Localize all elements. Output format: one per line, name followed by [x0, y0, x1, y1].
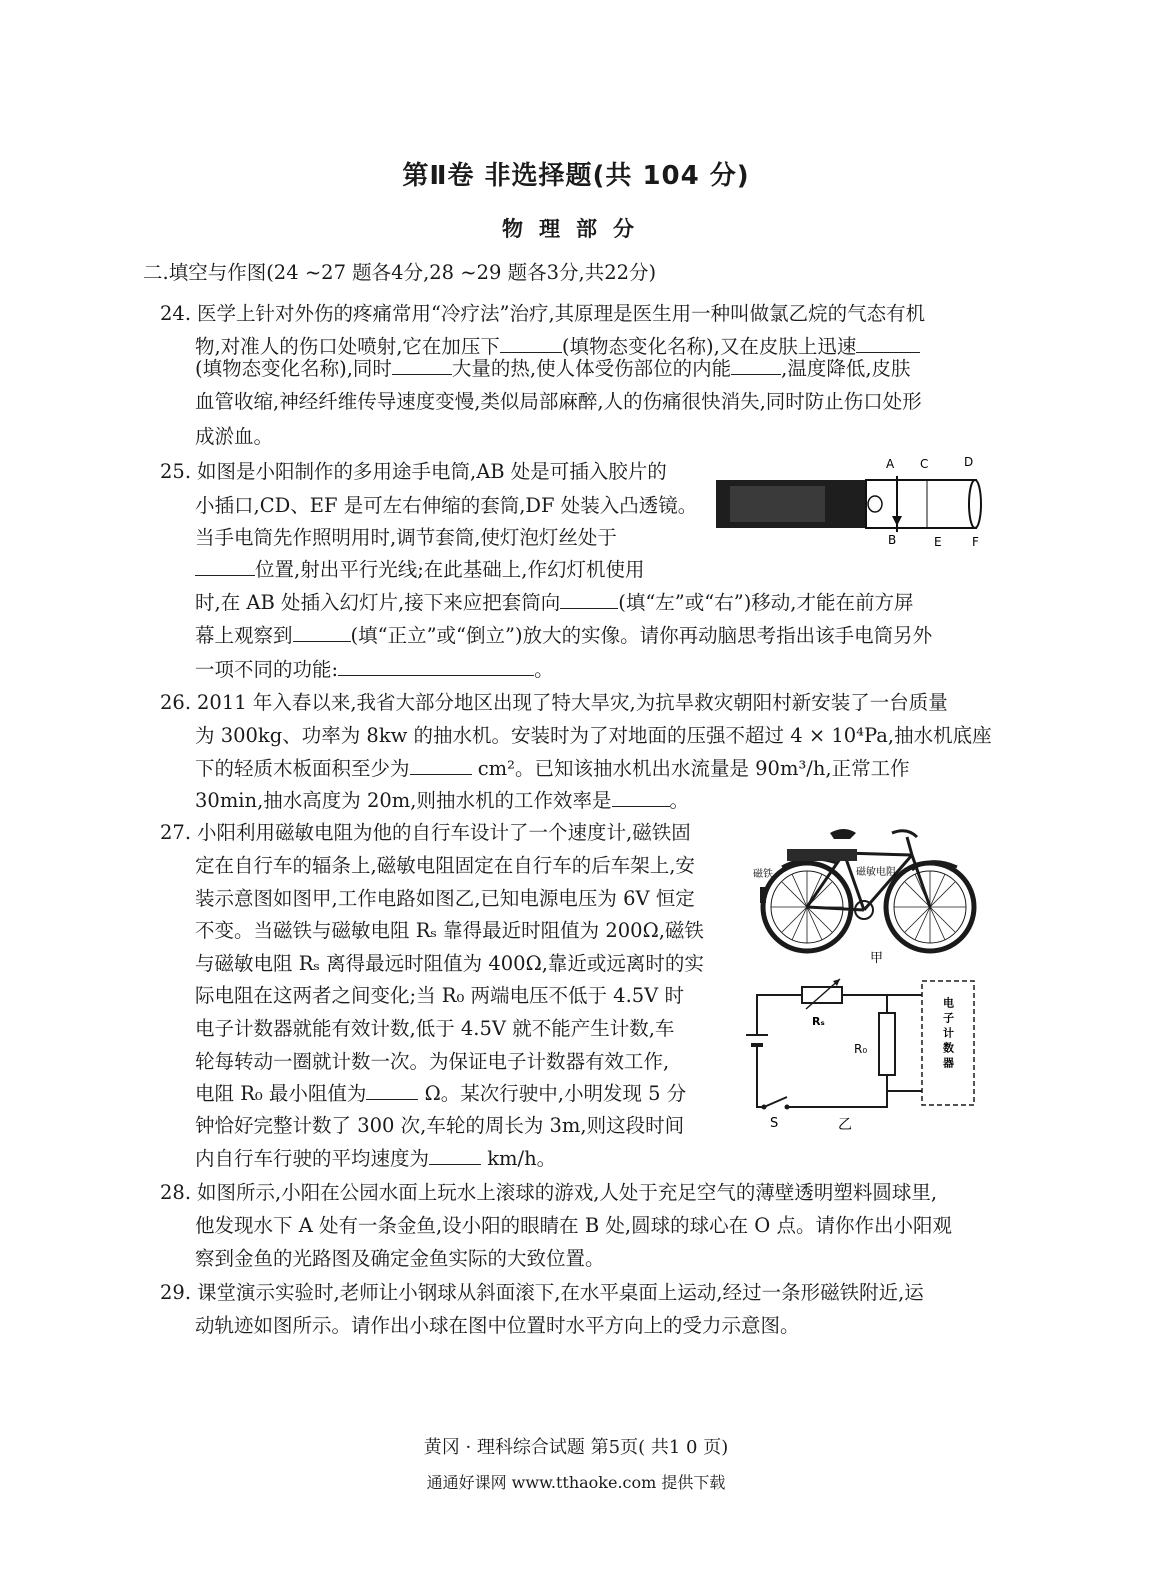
r0-label: R₀ — [854, 1042, 868, 1056]
question-number: 29. — [160, 1281, 192, 1304]
question-25 — [160, 455, 667, 488]
section-subtitle: 物理部分 — [502, 217, 650, 241]
q26-text: 下的轻质木板面积至少为 — [195, 757, 410, 780]
q26-line2: 为 300kg、功率为 8kw 的抽水机。安装时为了对地面的压强不超过 4 × 10⁴Pa,抽水机底座 — [195, 724, 992, 747]
answer-blank[interactable] — [500, 334, 562, 353]
question-27 — [160, 816, 691, 849]
q26-line1: 2011 年入春以来,我省大部分地区出现了特大旱灾,为抗旱救灾朝阳村新安装了一台质量 — [197, 691, 948, 714]
magnet-label: 磁铁 — [753, 869, 773, 880]
question-number: 26. — [160, 691, 192, 714]
q25-line5 — [195, 586, 914, 619]
q24-line4: 血管收缩,神经纤维传导速度变慢,类似局部麻醉,人的伤痛很快消失,同时防止伤口处形 — [195, 390, 922, 413]
label-e: E — [934, 535, 942, 547]
q27-line5: 与磁敏电阻 Rₛ 离得最远时阻值为 400Ω,靠近或远离时的实 — [195, 952, 704, 975]
magnet-icon — [760, 887, 766, 903]
q25-line6 — [195, 619, 932, 652]
answer-blank[interactable] — [293, 623, 351, 642]
q27-text: km/h。 — [481, 1147, 557, 1170]
bulb-icon — [868, 496, 882, 512]
wire — [842, 995, 887, 1013]
rear-rack — [787, 849, 857, 861]
q27-line8: 轮每转动一圈就计数一次。为保证电子计数器有效工作, — [195, 1050, 670, 1073]
q27-text: 内自行车行驶的平均速度为 — [195, 1147, 430, 1170]
q27-text: Ω。某次行驶中,小明发现 5 分 — [418, 1082, 687, 1105]
q26-line4 — [195, 784, 689, 817]
bicycle-figure — [752, 815, 982, 965]
wire — [757, 995, 802, 1023]
q25-text: (填“左”或“右”)移动,才能在前方屏 — [618, 591, 914, 614]
q24-text: 物,对准人的伤口处喷射,它在加压下 — [195, 335, 500, 358]
figure-yi-caption: 乙 — [838, 1117, 852, 1133]
switch-label: S — [770, 1116, 779, 1131]
question-number: 27. — [160, 821, 192, 844]
q24-text: (填物态变化名称),又在皮肤上迅速 — [561, 335, 857, 358]
label-b: B — [888, 533, 897, 547]
q26-text: cm²。已知该抽水机出水流量是 90m³/h,正常工作 — [471, 757, 910, 780]
label-d: D — [964, 455, 974, 469]
q26-line3 — [195, 752, 910, 785]
q24-text: 大量的热,使人体受伤部位的内能 — [451, 357, 732, 380]
q25-line4 — [195, 553, 644, 586]
q25-line3: 当手电筒先作照明用时,调节套筒,使灯泡灯丝处于 — [195, 526, 617, 549]
q25-text: 。 — [534, 658, 554, 681]
q26-text: 30min,抽水高度为 20m,则抽水机的工作效率是 — [195, 789, 612, 812]
answer-blank[interactable] — [612, 788, 670, 807]
q29-line1: 课堂演示实验时,老师让小钢球从斜面滚下,在水平桌面上运动,经过一条形磁铁附近,运 — [197, 1281, 924, 1304]
question-number: 24. — [160, 302, 192, 325]
q27-text: 电阻 R₀ 最小阻值为 — [195, 1082, 367, 1105]
q25-line2: 小插口,CD、EF 是可左右伸缩的套筒,DF 处装入凸透镜。 — [195, 494, 698, 517]
wire — [787, 1075, 887, 1107]
switch-contact — [785, 1105, 790, 1110]
q24-text: ,温度降低,皮肤 — [781, 357, 911, 380]
q25-line1: 如图是小阳制作的多用途手电筒,AB 处是可插入胶片的 — [197, 460, 667, 483]
answer-blank[interactable] — [410, 756, 472, 775]
question-26 — [160, 686, 948, 719]
q25-text: 位置,射出平行光线;在此基础上,作幻灯机使用 — [255, 558, 645, 581]
q25-line7 — [195, 653, 554, 686]
q28-line2: 他发现水下 A 处有一条金鱼,设小阳的眼睛在 B 处,圆球的球心在 O 点。请你作出小阳观 — [195, 1214, 952, 1237]
question-number: 28. — [160, 1181, 192, 1204]
answer-blank[interactable] — [856, 334, 920, 353]
convex-lens — [969, 480, 981, 528]
q25-text: 一项不同的功能: — [195, 658, 339, 681]
answer-blank[interactable] — [195, 557, 255, 576]
saddle — [830, 829, 856, 839]
q25-text: 幕上观察到 — [195, 624, 293, 647]
counter-label: 电子计数器 — [941, 997, 955, 1072]
q27-line9 — [195, 1077, 686, 1110]
rs-label: Rₛ — [812, 1015, 825, 1028]
q27-line10: 钟恰好完整计数了 300 次,车轮的周长为 3m,则这段时间 — [195, 1114, 685, 1137]
sensor-label: 磁敏电阻 — [856, 867, 896, 878]
q29-line2: 动轨迹如图所示。请作出小球在图中位置时水平方向上的受力示意图。 — [195, 1314, 800, 1337]
answer-blank[interactable] — [392, 356, 452, 375]
q24-line5: 成淤血。 — [195, 425, 274, 448]
answer-blank[interactable] — [338, 657, 534, 676]
paper-title: 第Ⅱ卷 非选择题(共 104 分) — [402, 161, 750, 191]
switch-blade[interactable] — [764, 1097, 787, 1107]
source-watermark: 通通好课网 www.tthaoke.com 提供下载 — [426, 1473, 726, 1492]
q27-line2: 定在自行车的辐条上,磁敏电阻固定在自行车的后车架上,安 — [195, 854, 695, 877]
q24-line1: 医学上针对外伤的疼痛常用“冷疗法”治疗,其原理是医生用一种叫做氯乙烷的气态有机 — [197, 302, 926, 325]
q27-line4: 不变。当磁铁与磁敏电阻 Rₛ 靠得最近时阻值为 200Ω,磁铁 — [195, 919, 704, 942]
q24-text: (填物态变化名称),同时 — [195, 357, 392, 380]
figure-jia-caption: 甲 — [870, 951, 884, 965]
label-a: A — [886, 457, 895, 471]
circuit-figure — [732, 975, 987, 1135]
q25-text: (填“正立”或“倒立”)放大的实像。请你再动脑思考指出该手电筒另外 — [350, 624, 933, 647]
q28-line1: 如图所示,小阳在公园水面上玩水上滚球的游戏,人处于充足空气的薄壁透明塑料圆球里, — [197, 1181, 938, 1204]
answer-blank[interactable] — [731, 356, 781, 375]
q27-line11 — [195, 1142, 556, 1175]
answer-blank[interactable] — [429, 1146, 481, 1165]
answer-blank[interactable] — [560, 590, 618, 609]
section-heading: 二.填空与作图(24 ~27 题各4分,28 ~29 题各3分,共22分) — [143, 261, 657, 284]
question-24 — [160, 297, 925, 330]
flashlight-grip — [730, 486, 825, 522]
q27-line6: 际电阻在这两者之间变化;当 R₀ 两端电压不低于 4.5V 时 — [195, 984, 684, 1007]
question-number: 25. — [160, 460, 192, 483]
q27-line3: 装示意图如图甲,工作电路如图乙,已知电源电压为 6V 恒定 — [195, 887, 695, 910]
q26-text: 。 — [669, 789, 690, 812]
label-f: F — [972, 535, 979, 547]
page-footer: 黄冈 · 理科综合试题 第5页( 共1 0 页) — [423, 1437, 729, 1458]
q25-text: 时,在 AB 处插入幻灯片,接下来应把套筒向 — [195, 591, 561, 614]
q27-line7: 电子计数器就能有效计数,低于 4.5V 就不能产生计数,车 — [195, 1017, 675, 1040]
answer-blank[interactable] — [366, 1081, 418, 1100]
q28-line3: 察到金鱼的光路图及确定金鱼实际的大致位置。 — [195, 1247, 605, 1270]
question-29 — [160, 1276, 924, 1309]
q27-line1: 小阳利用磁敏电阻为他的自行车设计了一个速度计,磁铁固 — [197, 821, 691, 844]
wire — [757, 1060, 764, 1107]
label-c: C — [920, 457, 929, 471]
switch-contact — [762, 1105, 767, 1110]
flashlight-figure — [712, 452, 982, 547]
resistor-r0 — [879, 1013, 895, 1075]
q24-line3 — [195, 352, 911, 385]
question-28 — [160, 1176, 937, 1209]
